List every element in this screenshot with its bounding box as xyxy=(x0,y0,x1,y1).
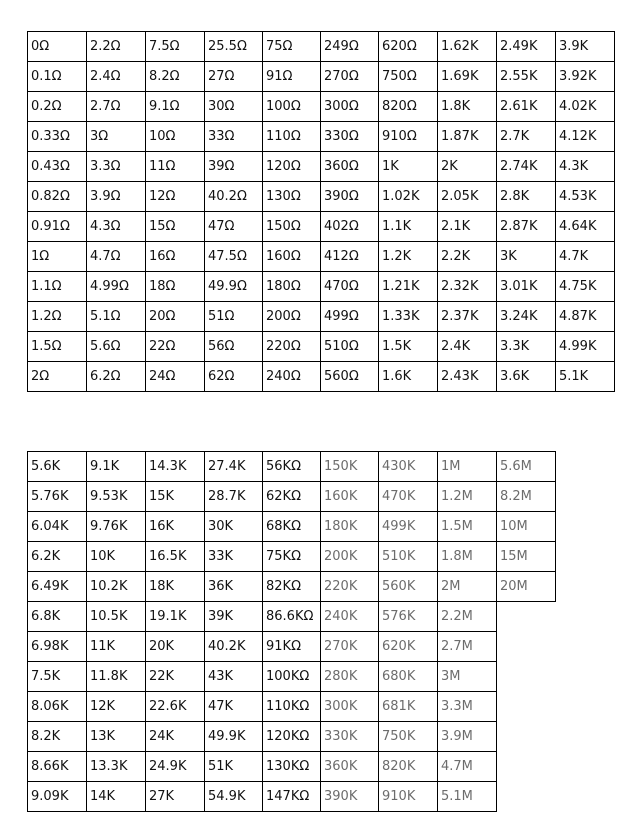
value-cell: 240K xyxy=(321,602,379,632)
table-row xyxy=(28,332,615,362)
table-row xyxy=(28,362,615,392)
value-cell: 51Ω xyxy=(205,302,263,332)
value-cell: 20Ω xyxy=(146,302,205,332)
value-cell: 25.5Ω xyxy=(205,32,263,62)
table-row xyxy=(28,662,556,692)
value-cell: 1.02K xyxy=(379,182,438,212)
value-cell: 4.75K xyxy=(556,272,615,302)
value-cell: 2.32K xyxy=(438,272,497,302)
table-2-body xyxy=(28,452,556,812)
value-cell: 4.53K xyxy=(556,182,615,212)
value-cell: 1.5M xyxy=(438,512,497,542)
value-cell: 2.87K xyxy=(497,212,556,242)
value-cell: 750Ω xyxy=(379,62,438,92)
table-row xyxy=(28,302,615,332)
value-cell: 7.5K xyxy=(28,662,87,692)
value-cell: 430K xyxy=(379,452,438,482)
table-row xyxy=(28,212,615,242)
value-cell: 2.2M xyxy=(438,602,497,632)
value-cell: 8.2Ω xyxy=(146,62,205,92)
value-cell: 4.7K xyxy=(556,242,615,272)
value-cell: 3.9K xyxy=(556,32,615,62)
value-cell: 68KΩ xyxy=(263,512,321,542)
value-cell: 91Ω xyxy=(263,62,321,92)
value-cell: 402Ω xyxy=(321,212,379,242)
value-cell: 360K xyxy=(321,752,379,782)
value-cell: 681K xyxy=(379,692,438,722)
value-cell: 3.01K xyxy=(497,272,556,302)
value-cell: 270K xyxy=(321,632,379,662)
value-cell: 330K xyxy=(321,722,379,752)
value-cell: 2.43K xyxy=(438,362,497,392)
value-cell: 8.2M xyxy=(497,482,556,512)
table-row xyxy=(28,482,556,512)
value-cell xyxy=(497,662,556,692)
value-cell: 9.1K xyxy=(87,452,146,482)
value-cell: 1.69K xyxy=(438,62,497,92)
value-cell: 4.12K xyxy=(556,122,615,152)
value-cell: 2.37K xyxy=(438,302,497,332)
value-cell: 2.05K xyxy=(438,182,497,212)
table-row xyxy=(28,122,615,152)
value-cell: 220Ω xyxy=(263,332,321,362)
value-cell: 5.1M xyxy=(438,782,497,812)
value-cell: 30K xyxy=(205,512,263,542)
value-cell: 330Ω xyxy=(321,122,379,152)
value-cell: 110KΩ xyxy=(263,692,321,722)
value-cell: 16K xyxy=(146,512,205,542)
value-cell: 3.92K xyxy=(556,62,615,92)
value-cell: 6.2K xyxy=(28,542,87,572)
value-cell xyxy=(497,692,556,722)
value-cell: 39K xyxy=(205,602,263,632)
value-cell: 0.91Ω xyxy=(28,212,87,242)
value-cell: 33K xyxy=(205,542,263,572)
table-row xyxy=(28,62,615,92)
value-cell: 1.5Ω xyxy=(28,332,87,362)
value-cell: 9.76K xyxy=(87,512,146,542)
value-cell: 10.5K xyxy=(87,602,146,632)
value-cell: 3.3M xyxy=(438,692,497,722)
value-cell: 8.2K xyxy=(28,722,87,752)
value-cell: 1Ω xyxy=(28,242,87,272)
table-row xyxy=(28,182,615,212)
value-cell: 0.82Ω xyxy=(28,182,87,212)
value-cell: 18Ω xyxy=(146,272,205,302)
value-cell xyxy=(497,602,556,632)
value-cell: 1M xyxy=(438,452,497,482)
value-cell: 750K xyxy=(379,722,438,752)
value-cell: 1K xyxy=(379,152,438,182)
value-cell: 150K xyxy=(321,452,379,482)
table-row xyxy=(28,632,556,662)
value-cell: 6.8K xyxy=(28,602,87,632)
value-cell: 4.7Ω xyxy=(87,242,146,272)
value-cell: 390Ω xyxy=(321,182,379,212)
value-cell: 2.7Ω xyxy=(87,92,146,122)
value-cell: 4.02K xyxy=(556,92,615,122)
value-cell: 33Ω xyxy=(205,122,263,152)
value-cell: 51K xyxy=(205,752,263,782)
value-cell: 1.8M xyxy=(438,542,497,572)
value-cell: 62Ω xyxy=(205,362,263,392)
value-cell: 130KΩ xyxy=(263,752,321,782)
value-cell: 6.04K xyxy=(28,512,87,542)
value-cell: 270Ω xyxy=(321,62,379,92)
value-cell xyxy=(497,632,556,662)
value-cell: 1.21K xyxy=(379,272,438,302)
value-cell: 24.9K xyxy=(146,752,205,782)
value-cell: 499Ω xyxy=(321,302,379,332)
value-cell: 0.2Ω xyxy=(28,92,87,122)
value-cell: 910K xyxy=(379,782,438,812)
value-cell: 91KΩ xyxy=(263,632,321,662)
value-cell: 12Ω xyxy=(146,182,205,212)
value-cell: 8.66K xyxy=(28,752,87,782)
value-cell: 3.3Ω xyxy=(87,152,146,182)
value-cell: 16.5K xyxy=(146,542,205,572)
value-cell: 11Ω xyxy=(146,152,205,182)
value-cell: 560K xyxy=(379,572,438,602)
resistor-values-table-2 xyxy=(27,451,556,812)
value-cell: 2.7M xyxy=(438,632,497,662)
value-cell: 2Ω xyxy=(28,362,87,392)
value-cell: 360Ω xyxy=(321,152,379,182)
value-cell: 4.3K xyxy=(556,152,615,182)
value-cell: 150Ω xyxy=(263,212,321,242)
value-cell: 110Ω xyxy=(263,122,321,152)
value-cell: 120KΩ xyxy=(263,722,321,752)
value-cell: 1.1K xyxy=(379,212,438,242)
value-cell: 2.7K xyxy=(497,122,556,152)
value-cell: 13.3K xyxy=(87,752,146,782)
value-cell: 28.7K xyxy=(205,482,263,512)
value-cell: 6.98K xyxy=(28,632,87,662)
value-cell: 2.4K xyxy=(438,332,497,362)
value-cell: 3.6K xyxy=(497,362,556,392)
table-row xyxy=(28,782,556,812)
value-cell: 24Ω xyxy=(146,362,205,392)
value-cell: 0.1Ω xyxy=(28,62,87,92)
value-cell: 10.2K xyxy=(87,572,146,602)
value-cell: 10Ω xyxy=(146,122,205,152)
value-cell: 200Ω xyxy=(263,302,321,332)
value-cell: 2.1K xyxy=(438,212,497,242)
value-cell: 100KΩ xyxy=(263,662,321,692)
value-cell: 9.1Ω xyxy=(146,92,205,122)
value-cell: 5.1K xyxy=(556,362,615,392)
value-cell: 2.2K xyxy=(438,242,497,272)
value-cell: 56KΩ xyxy=(263,452,321,482)
value-cell: 49.9K xyxy=(205,722,263,752)
value-cell: 249Ω xyxy=(321,32,379,62)
value-cell: 120Ω xyxy=(263,152,321,182)
value-cell: 2.8K xyxy=(497,182,556,212)
value-cell: 680K xyxy=(379,662,438,692)
value-cell: 0.33Ω xyxy=(28,122,87,152)
value-cell: 15M xyxy=(497,542,556,572)
table-row xyxy=(28,542,556,572)
table-row xyxy=(28,572,556,602)
value-cell: 1.87K xyxy=(438,122,497,152)
value-cell: 1.6K xyxy=(379,362,438,392)
value-cell: 20K xyxy=(146,632,205,662)
value-cell: 10K xyxy=(87,542,146,572)
resistor-values-table-1 xyxy=(27,31,615,392)
value-cell: 390K xyxy=(321,782,379,812)
value-cell: 300K xyxy=(321,692,379,722)
value-cell: 160K xyxy=(321,482,379,512)
value-cell: 2.61K xyxy=(497,92,556,122)
value-cell: 3.9M xyxy=(438,722,497,752)
value-cell: 1.5K xyxy=(379,332,438,362)
table-row xyxy=(28,602,556,632)
value-cell: 3.3K xyxy=(497,332,556,362)
table-row xyxy=(28,452,556,482)
value-cell: 54.9K xyxy=(205,782,263,812)
value-cell: 62KΩ xyxy=(263,482,321,512)
value-cell xyxy=(497,782,556,812)
value-cell: 3.9Ω xyxy=(87,182,146,212)
value-cell: 82KΩ xyxy=(263,572,321,602)
value-cell: 200K xyxy=(321,542,379,572)
value-cell: 620Ω xyxy=(379,32,438,62)
value-cell: 22Ω xyxy=(146,332,205,362)
value-cell: 7.5Ω xyxy=(146,32,205,62)
value-cell: 1.62K xyxy=(438,32,497,62)
value-cell: 9.53K xyxy=(87,482,146,512)
value-cell: 47K xyxy=(205,692,263,722)
value-cell: 510Ω xyxy=(321,332,379,362)
value-cell: 4.7M xyxy=(438,752,497,782)
value-cell: 147KΩ xyxy=(263,782,321,812)
value-cell: 4.3Ω xyxy=(87,212,146,242)
value-cell: 22.6K xyxy=(146,692,205,722)
value-cell: 180K xyxy=(321,512,379,542)
value-cell: 3K xyxy=(497,242,556,272)
value-cell: 15K xyxy=(146,482,205,512)
value-cell: 820Ω xyxy=(379,92,438,122)
value-cell: 470Ω xyxy=(321,272,379,302)
value-cell: 100Ω xyxy=(263,92,321,122)
value-cell: 10M xyxy=(497,512,556,542)
value-cell: 27.4K xyxy=(205,452,263,482)
value-cell: 560Ω xyxy=(321,362,379,392)
value-cell: 49.9Ω xyxy=(205,272,263,302)
value-cell: 2K xyxy=(438,152,497,182)
value-cell: 5.6Ω xyxy=(87,332,146,362)
value-cell: 280K xyxy=(321,662,379,692)
value-cell: 5.76K xyxy=(28,482,87,512)
table-row xyxy=(28,32,615,62)
value-cell: 2.2Ω xyxy=(87,32,146,62)
value-cell: 1.33K xyxy=(379,302,438,332)
value-cell: 22K xyxy=(146,662,205,692)
value-cell: 6.49K xyxy=(28,572,87,602)
value-cell: 27Ω xyxy=(205,62,263,92)
value-cell: 43K xyxy=(205,662,263,692)
value-cell: 47Ω xyxy=(205,212,263,242)
value-cell: 36K xyxy=(205,572,263,602)
value-cell: 3Ω xyxy=(87,122,146,152)
table-1-body xyxy=(28,32,615,392)
table-row xyxy=(28,752,556,782)
table-row xyxy=(28,722,556,752)
value-cell: 2.4Ω xyxy=(87,62,146,92)
value-cell: 16Ω xyxy=(146,242,205,272)
table-row xyxy=(28,92,615,122)
value-cell: 13K xyxy=(87,722,146,752)
value-cell: 47.5Ω xyxy=(205,242,263,272)
value-cell: 510K xyxy=(379,542,438,572)
value-cell: 2M xyxy=(438,572,497,602)
value-cell: 130Ω xyxy=(263,182,321,212)
value-cell: 75KΩ xyxy=(263,542,321,572)
value-cell: 470K xyxy=(379,482,438,512)
value-cell: 8.06K xyxy=(28,692,87,722)
value-cell: 11K xyxy=(87,632,146,662)
table-row xyxy=(28,272,615,302)
value-cell: 240Ω xyxy=(263,362,321,392)
value-cell: 2.55K xyxy=(497,62,556,92)
value-cell: 56Ω xyxy=(205,332,263,362)
table-row xyxy=(28,692,556,722)
value-cell: 27K xyxy=(146,782,205,812)
value-cell: 86.6KΩ xyxy=(263,602,321,632)
value-cell: 9.09K xyxy=(28,782,87,812)
value-cell: 5.1Ω xyxy=(87,302,146,332)
value-cell: 220K xyxy=(321,572,379,602)
value-cell: 499K xyxy=(379,512,438,542)
value-cell: 24K xyxy=(146,722,205,752)
value-cell: 14.3K xyxy=(146,452,205,482)
value-cell xyxy=(497,722,556,752)
value-cell: 820K xyxy=(379,752,438,782)
value-cell: 18K xyxy=(146,572,205,602)
value-cell: 1.8K xyxy=(438,92,497,122)
value-cell: 0Ω xyxy=(28,32,87,62)
value-cell: 3M xyxy=(438,662,497,692)
value-cell: 4.99K xyxy=(556,332,615,362)
table-row xyxy=(28,242,615,272)
value-cell: 300Ω xyxy=(321,92,379,122)
table-row xyxy=(28,512,556,542)
value-cell xyxy=(497,752,556,782)
value-cell: 1.1Ω xyxy=(28,272,87,302)
value-cell: 39Ω xyxy=(205,152,263,182)
value-cell: 15Ω xyxy=(146,212,205,242)
value-cell: 30Ω xyxy=(205,92,263,122)
value-cell: 0.43Ω xyxy=(28,152,87,182)
value-cell: 4.99Ω xyxy=(87,272,146,302)
value-cell: 19.1K xyxy=(146,602,205,632)
value-cell: 4.64K xyxy=(556,212,615,242)
value-cell: 12K xyxy=(87,692,146,722)
value-cell: 4.87K xyxy=(556,302,615,332)
value-cell: 20M xyxy=(497,572,556,602)
value-cell: 1.2M xyxy=(438,482,497,512)
value-cell: 620K xyxy=(379,632,438,662)
value-cell: 75Ω xyxy=(263,32,321,62)
value-cell: 412Ω xyxy=(321,242,379,272)
value-cell: 3.24K xyxy=(497,302,556,332)
value-cell: 11.8K xyxy=(87,662,146,692)
value-cell: 5.6M xyxy=(497,452,556,482)
value-cell: 40.2K xyxy=(205,632,263,662)
value-cell: 40.2Ω xyxy=(205,182,263,212)
value-cell: 14K xyxy=(87,782,146,812)
value-cell: 1.2K xyxy=(379,242,438,272)
value-cell: 6.2Ω xyxy=(87,362,146,392)
value-cell: 1.2Ω xyxy=(28,302,87,332)
table-row xyxy=(28,152,615,182)
value-cell: 5.6K xyxy=(28,452,87,482)
value-cell: 576K xyxy=(379,602,438,632)
value-cell: 2.74K xyxy=(497,152,556,182)
value-cell: 180Ω xyxy=(263,272,321,302)
value-cell: 160Ω xyxy=(263,242,321,272)
value-cell: 2.49K xyxy=(497,32,556,62)
value-cell: 910Ω xyxy=(379,122,438,152)
